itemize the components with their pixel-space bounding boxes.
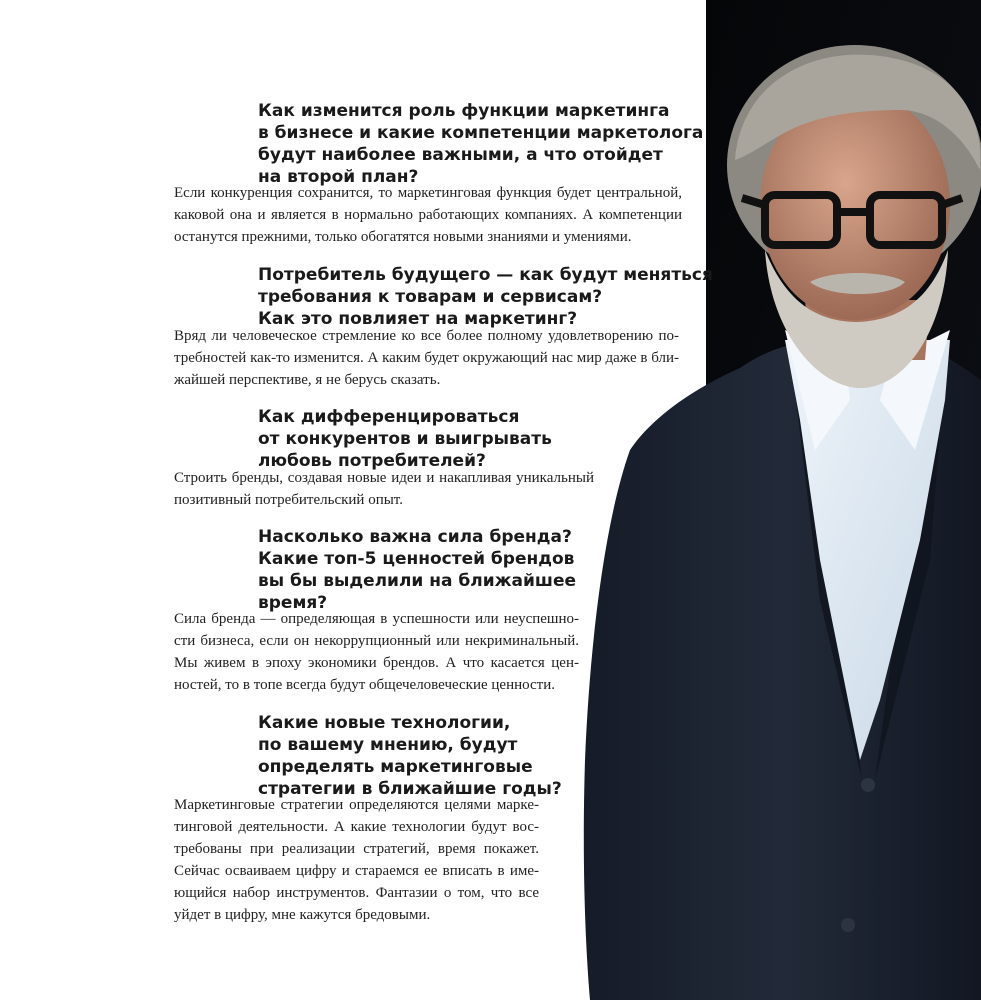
answer-paragraph: Если конкуренция сохранится, то маркетинговая функция будет центральной, каковой она и является в нормально работающих компаниях. А компетенции останутся прежними, только обогатятся новыми знаниями и умениями. bbox=[174, 185, 682, 245]
answer-paragraph: Маркетинговые стратегии определяются целями марке-тинговой деятельности. А какие технологии будут вос-требованы при реализации стратегий, время покажет. Сейчас осваиваем цифру и стараемся ее вписать в име-ющийся набор инструментов. Фантазии о том, что все уйдет в цифру, мне кажутся бредовыми. bbox=[174, 797, 539, 923]
question-heading: Как дифференцироваться от конкурентов и выигрывать любовь потребителей? bbox=[258, 407, 552, 471]
question-heading: Как изменится роль функции маркетинга в бизнесе и какие компетенции маркетолога будут наиболее важными, а что отойдет на второй план? bbox=[258, 101, 704, 187]
answer-paragraph: Сила бренда — определяющая в успешности или неуспешно-сти бизнеса, если он некоррупционный или некриминальный. Мы живем в эпоху экономики брендов. А что касается цен-ностей, то в топе всегда будут общечеловеческие ценности. bbox=[174, 611, 579, 693]
answer-paragraph: Вряд ли человеческое стремление ко все более полному удовлетворению по-требностей как-то изменится. А каким будет окружающий нас мир даже в бли-жайшей перспективе, я не берусь сказать. bbox=[174, 328, 679, 388]
answer-paragraph: Строить бренды, создавая новые идеи и накапливая уникальный позитивный потребительский опыт. bbox=[174, 470, 594, 508]
question-heading: Какие новые технологии, по вашему мнению, будут определять маркетинговые стратегии в ближайшие годы? bbox=[258, 713, 562, 799]
question-heading: Насколько важна сила бренда? Какие топ-5 ценностей брендов вы бы выделили на ближайшее время? bbox=[258, 527, 577, 613]
question-heading: Потребитель будущего — как будут меняться требования к товарам и сервисам? Как это повлияет на маркетинг? bbox=[258, 265, 713, 329]
